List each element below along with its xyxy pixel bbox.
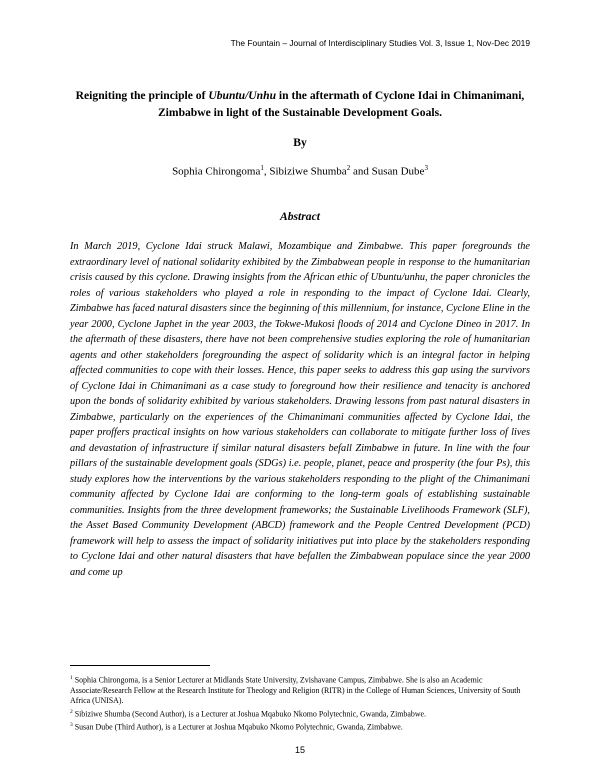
title-italic-term: Ubuntu/Unhu (208, 89, 277, 102)
author-line (70, 164, 530, 178)
author-1: Sophia Chirongoma (172, 165, 261, 178)
title-part-1: Reigniting the principle of (75, 89, 209, 102)
footnote-3-mark: 3 (70, 721, 73, 728)
page-number: 15 (294, 745, 305, 755)
footnote-1 (70, 673, 530, 707)
footnotes (70, 673, 530, 733)
footnote-3-text: Susan Dube (Third Author), is a Lecturer at Joshua Mqabuko Nkomo Polytechnic, Gwanda, Zimbabwe. (72, 722, 403, 732)
author-1-footnote-mark[interactable]: 1 (260, 164, 264, 172)
by-label: By (293, 136, 307, 149)
paper-title (70, 87, 530, 121)
footnote-divider (70, 665, 210, 666)
author-separator-1: , (263, 165, 270, 178)
author-3-footnote-mark[interactable]: 3 (424, 164, 428, 172)
author-3: Susan Dube (371, 165, 425, 178)
abstract-body: In March 2019, Cyclone Idai struck Malawi, Mozambique and Zimbabwe. This paper foregrounds the extraordinary level of national solidarity exhibited by the Zimbabwean people in response to the humanitarian crisis caused by this cyclone. Drawing insights from the African ethic of Ubuntu/unhu, the paper chronicles the roles of various stakeholders who played a role in responding to the impact of Cyclone Idai. Clearly, Zimbabwe has faced natural disasters since the beginning of this millennium, for instance, Cyclone Eline in the year 2000, Cyclone Japhet in the year 2003, the Tokwe-Mukosi floods of 2014 and Cyclone Dineo in 2017. In the aftermath of these disasters, there have not been comprehensive studies exploring the role of humanitarian agents and other stakeholders foregrounding the aspect of solidarity which is an integral factor in helping affected communities to cope with their losses. Hence, this paper seeks to address this gap using the survivors of Cyclone Idai in Chimanimani as a case study to foreground how their resilience and tenacity is anchored upon the bonds of solidarity exhibited by various stakeholders. Drawing lessons from past natural disasters in Zimbabwe, particularly on the experiences of the Chimanimani communities affected by Cyclone Idai, the paper proffers practical insights on how various stakeholders can collaborate to mitigate further loss of lives and devastation of infrastructure if similar natural disasters befall Zimbabwe in future. In line with the four pillars of the sustainable development goals (SDGs) i.e. people, planet, peace and prosperity (the four Ps), this study explores how the interventions by the various stakeholders responding to the plight of the Chimanimani community affected by Cyclone Idai are conforming to the long-term goals of establishing sustainable communities. Insights from the three development frameworks; the Sustainable Livelihoods Framework (SLF), the Asset Based Community Development (ABCD) framework and the People Centred Development (PCD) framework will help to assess the impact of solidarity initiatives put into place by the stakeholders responding to Cyclone Idai and other natural disasters that have befallen the Zimbabwean populace since the year 2000 and come up (70, 241, 530, 578)
author-2-footnote-mark[interactable]: 2 (346, 164, 351, 172)
footnote-1-mark: 1 (70, 675, 73, 681)
footnote-2-mark: 2 (70, 708, 73, 715)
title-part-2: in the aftermath of Cyclone Idai in Chimanimani, Zimbabwe in light of the Sustainable Development Goals. (157, 89, 525, 119)
footnote-1-text: Sophia Chirongoma, is a Senior Lecturer at Midlands State University, Zvishavane Campus, Zimbabwe. She is also an Academic Associate/Research Fellow at the Research Institute for Theology and Religion (RITR) in the College of Human Sciences, University of South Africa (UNISA). (70, 675, 521, 706)
abstract-heading: Abstract (280, 210, 320, 223)
footnote-2 (70, 707, 530, 720)
running-head: The Fountain – Journal of Interdisciplinary Studies Vol. 3, Issue 1, Nov-Dec 2019 (230, 38, 530, 48)
author-separator-2: and (350, 165, 372, 178)
footnote-3 (70, 720, 530, 733)
footnote-2-text: Sibiziwe Shumba (Second Author), is a Lecturer at Joshua Mqabuko Nkomo Polytechnic, Gwanda, Zimbabwe. (72, 709, 427, 719)
author-2: Sibiziwe Shumba (269, 165, 347, 178)
